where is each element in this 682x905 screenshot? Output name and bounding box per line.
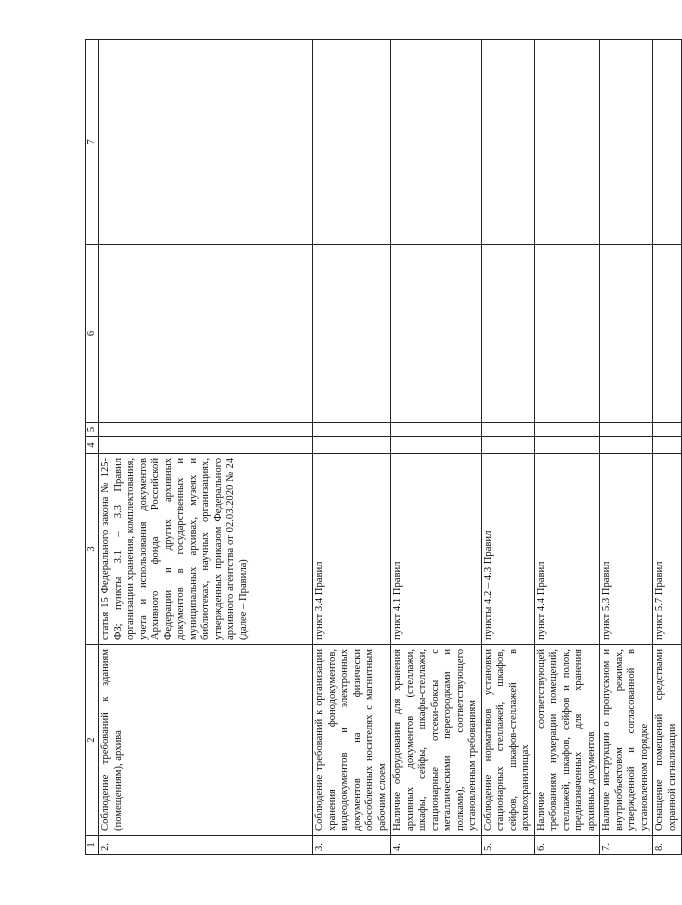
empty-cell — [391, 40, 482, 245]
requirement-cell: Наличие оборудования для хранения архивных документов (стеллажи, шкафы, сейфы, шкафы-стеллажи, стационарные отсеки-боксы с металлическими перегородками и полками), соответствующего установленным требованиям — [391, 645, 482, 836]
empty-cell — [534, 423, 600, 437]
table-row — [653, 40, 682, 855]
row-number: 5. — [481, 836, 534, 855]
row-number: 8. — [653, 836, 682, 855]
header-cell: 6 — [86, 245, 99, 423]
table-header-row — [86, 40, 99, 855]
empty-cell — [99, 40, 313, 245]
row-number: 4. — [391, 836, 482, 855]
requirement-cell: Соблюдение нормативов установки стационарных стеллажей, шкафов, сейфов, шкафов-стеллажей в архивохранилищах — [481, 645, 534, 836]
reference-cell: пункт 3.4 Правил — [313, 454, 391, 645]
table-row — [600, 40, 653, 855]
empty-cell — [313, 40, 391, 245]
row-number: 6. — [534, 836, 600, 855]
row-number: 3. — [313, 836, 391, 855]
requirement-cell: Оснащение помещений средствами охранной сигнализации — [653, 645, 682, 836]
empty-cell — [391, 437, 482, 454]
table-row — [534, 40, 600, 855]
table-row — [391, 40, 482, 855]
rotated-page — [85, 40, 678, 855]
empty-cell — [99, 423, 313, 437]
reference-cell: пункт 5.3 Правил — [600, 454, 653, 645]
empty-cell — [534, 245, 600, 423]
empty-cell — [481, 423, 534, 437]
empty-cell — [313, 437, 391, 454]
table-row — [313, 40, 391, 855]
empty-cell — [313, 423, 391, 437]
header-cell: 7 — [86, 40, 99, 245]
reference-cell: пункт 5.7 Правил — [653, 454, 682, 645]
empty-cell — [481, 245, 534, 423]
requirement-cell: Соблюдение требований к зданиям (помещениям), архива — [99, 645, 313, 836]
empty-cell — [99, 245, 313, 423]
table-row — [99, 40, 313, 855]
header-cell: 2 — [86, 645, 99, 836]
empty-cell — [653, 245, 682, 423]
header-cell: 4 — [86, 437, 99, 454]
empty-cell — [391, 423, 482, 437]
empty-cell — [391, 245, 482, 423]
table-row — [481, 40, 534, 855]
empty-cell — [600, 245, 653, 423]
empty-cell — [600, 437, 653, 454]
header-cell: 3 — [86, 454, 99, 645]
empty-cell — [600, 423, 653, 437]
empty-cell — [534, 437, 600, 454]
requirement-cell: Соблюдение требований к организации хранения фонодокументов, видеодокументов и электронных документов на физически обособленных носителях с магнитным рабочим слоем — [313, 645, 391, 836]
row-number: 7. — [600, 836, 653, 855]
reference-cell: пункты 4.2 – 4.3 Правил — [481, 454, 534, 645]
reference-cell: статья 15 Федерального закона № 125-ФЗ; пункты 3.1 – 3.3 Правил организации хранения, комплектования, учета и использования документов Архивного фонда Российской Федерации и других архивных документов в государственных и муниципальных архивах, музеях и библиотеках, научных организациях, утвержденных приказом Федерального архивного агентства от 02.03.2020 № 24 (далее – Правила) — [99, 454, 313, 645]
empty-cell — [99, 437, 313, 454]
empty-cell — [653, 423, 682, 437]
reference-cell: пункт 4.4 Правил — [534, 454, 600, 645]
header-cell: 5 — [86, 423, 99, 437]
empty-cell — [481, 40, 534, 245]
checklist-table — [85, 39, 682, 855]
empty-cell — [313, 245, 391, 423]
empty-cell — [481, 437, 534, 454]
empty-cell — [653, 40, 682, 245]
empty-cell — [600, 40, 653, 245]
requirement-cell: Наличие соответствующей требованиям нумерации помещений, стеллажей, шкафов, сейфов и полок, предназначенных для хранения архивных документов — [534, 645, 600, 836]
empty-cell — [653, 437, 682, 454]
reference-cell: пункт 4.1 Правил — [391, 454, 482, 645]
header-cell: 1 — [86, 836, 99, 855]
requirement-cell: Наличие инструкции о пропускном и внутриобъектовом режимах, утвержденной и согласованной в установленном порядке — [600, 645, 653, 836]
empty-cell — [534, 40, 600, 245]
row-number: 2. — [99, 836, 313, 855]
